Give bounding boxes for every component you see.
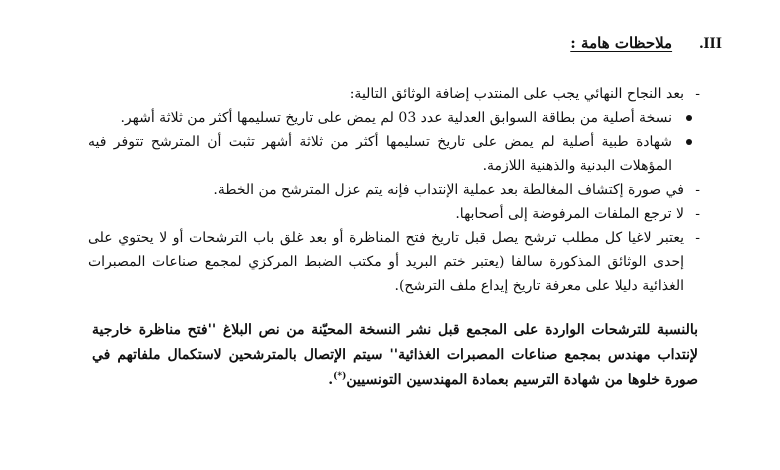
- note-item: [88, 226, 698, 298]
- closing-text: بالنسبة للترشحات الواردة على المجمع قبل نشر النسخة المحيّنة من نص البلاغ ''فتح مناظرة خارجية لإنتداب مهندس بمجمع صناعات المصبرات الغذائية'' سيتم الإتصال بالمترشحين لاستكمال ملفاتهم في صورة خلوها من شهادة الترسيم بعمادة المهندسين التونسيين: [92, 322, 698, 388]
- section-heading: [570, 34, 722, 53]
- bullet-item: [88, 106, 698, 130]
- note-text: في صورة إكتشاف المغالطة بعد عملية الإنتداب فإنه يتم عزل المترشح من الخطة.: [213, 182, 684, 198]
- intro-text: بعد النجاح النهائي يجب على المنتدب إضافة الوثائق التالية:: [349, 86, 684, 102]
- dash-marker: -: [695, 182, 700, 198]
- bullet-dot: [686, 115, 692, 121]
- dash-marker: -: [695, 206, 700, 222]
- dash-marker: -: [695, 86, 700, 102]
- closing-end: .: [328, 372, 334, 388]
- bullet-item: [88, 130, 698, 178]
- note-item: [88, 178, 698, 202]
- note-item: [88, 202, 698, 226]
- footnote-mark: (*): [333, 371, 347, 382]
- bullet-dot: [686, 139, 692, 145]
- bullet-text: نسخة أصلية من بطاقة السوابق العدلية عدد 03 لم يمض على تاريخ تسليمها أكثر من ثلاثة أشهر.: [120, 110, 672, 126]
- note-text: يعتبر لاغيا كل مطلب ترشح يصل قبل تاريخ فتح المناظرة أو بعد غلق باب الترشحات أو لا يحتوي على إحدى الوثائق المذكورة سالفا (يعتبر ختم البريد أو مكتب الضبط المركزي لمجمع صناعات المصبرات الغذائية دليلا على معرفة تاريخ إيداع ملف الترشح).: [88, 230, 684, 294]
- section-title: ملاحظات هامة :: [570, 34, 673, 52]
- section-numeral: III.: [699, 35, 722, 52]
- note-text: لا ترجع الملفات المرفوضة إلى أصحابها.: [455, 206, 684, 222]
- dash-marker: -: [695, 230, 700, 246]
- bullet-text: شهادة طبية أصلية لم يمض على تاريخ تسليمها أكثر من ثلاثة أشهر تثبت أن المترشح تتوفر فيه المؤهلات البدنية والذهنية اللازمة.: [88, 134, 672, 174]
- intro-line: [88, 82, 698, 106]
- notes-body: [88, 82, 698, 298]
- closing-paragraph: [92, 318, 698, 393]
